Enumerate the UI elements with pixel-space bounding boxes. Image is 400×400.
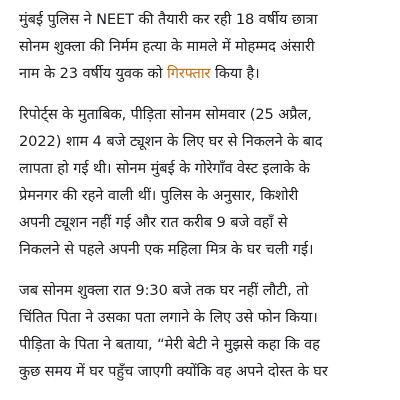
- paragraph-line: सोनम शुक्ला की निर्मम हत्या के मामले में मोहम्मद अंसारी: [19, 38, 315, 55]
- article-paragraph-3: [19, 277, 392, 385]
- paragraph-line: मुंबई पुलिस ने NEET की तैयारी कर रही 18 वर्षीय छात्रा: [19, 11, 318, 28]
- paragraph-line: [19, 60, 392, 87]
- paragraph-text: नाम के 23 वर्षीय युवक को: [19, 65, 167, 82]
- paragraph-line: निकलने से पहले अपनी एक महिला मित्र के घर चली गई।: [19, 241, 314, 258]
- article-paragraph-1: [19, 6, 392, 87]
- paragraph-text: किया है।: [210, 65, 260, 82]
- paragraph-line: 2022) शाम 4 बजे ट्यूशन के लिए घर से निकलने के बाद: [19, 133, 323, 150]
- paragraph-line: अपनी ट्यूशन नहीं गई और रात करीब 9 बजे वहाँ से: [19, 214, 288, 231]
- paragraph-line: जब सोनम शुक्ला रात 9:30 बजे तक घर नहीं लौटी, तो: [19, 282, 309, 299]
- paragraph-line: पीड़िता के पिता ने बताया, “मेरी बेटी ने मुझसे कहा कि वह: [19, 336, 320, 353]
- arrest-link[interactable]: गिरफ्तार: [167, 65, 211, 82]
- paragraph-line: लापता हो गई थी। सोनम मुंबई के गोरेगाँव वेस्ट इलाके के: [19, 160, 310, 177]
- article-paragraph-2: [19, 101, 392, 263]
- paragraph-line: कुछ समय में घर पहुँच जाएगी क्योंकि वह अपने दोस्त के घर: [19, 363, 328, 380]
- paragraph-line: रिपोर्ट्स के मुताबिक, पीड़िता सोनम सोमवार (25 अप्रैल,: [19, 106, 312, 123]
- paragraph-line: चिंतित पिता ने उसका पता लगाने के लिए उसे फोन किया।: [19, 309, 318, 326]
- paragraph-line: प्रेमनगर की रहने वाली थीं। पुलिस के अनुसार, किशोरी: [19, 187, 299, 204]
